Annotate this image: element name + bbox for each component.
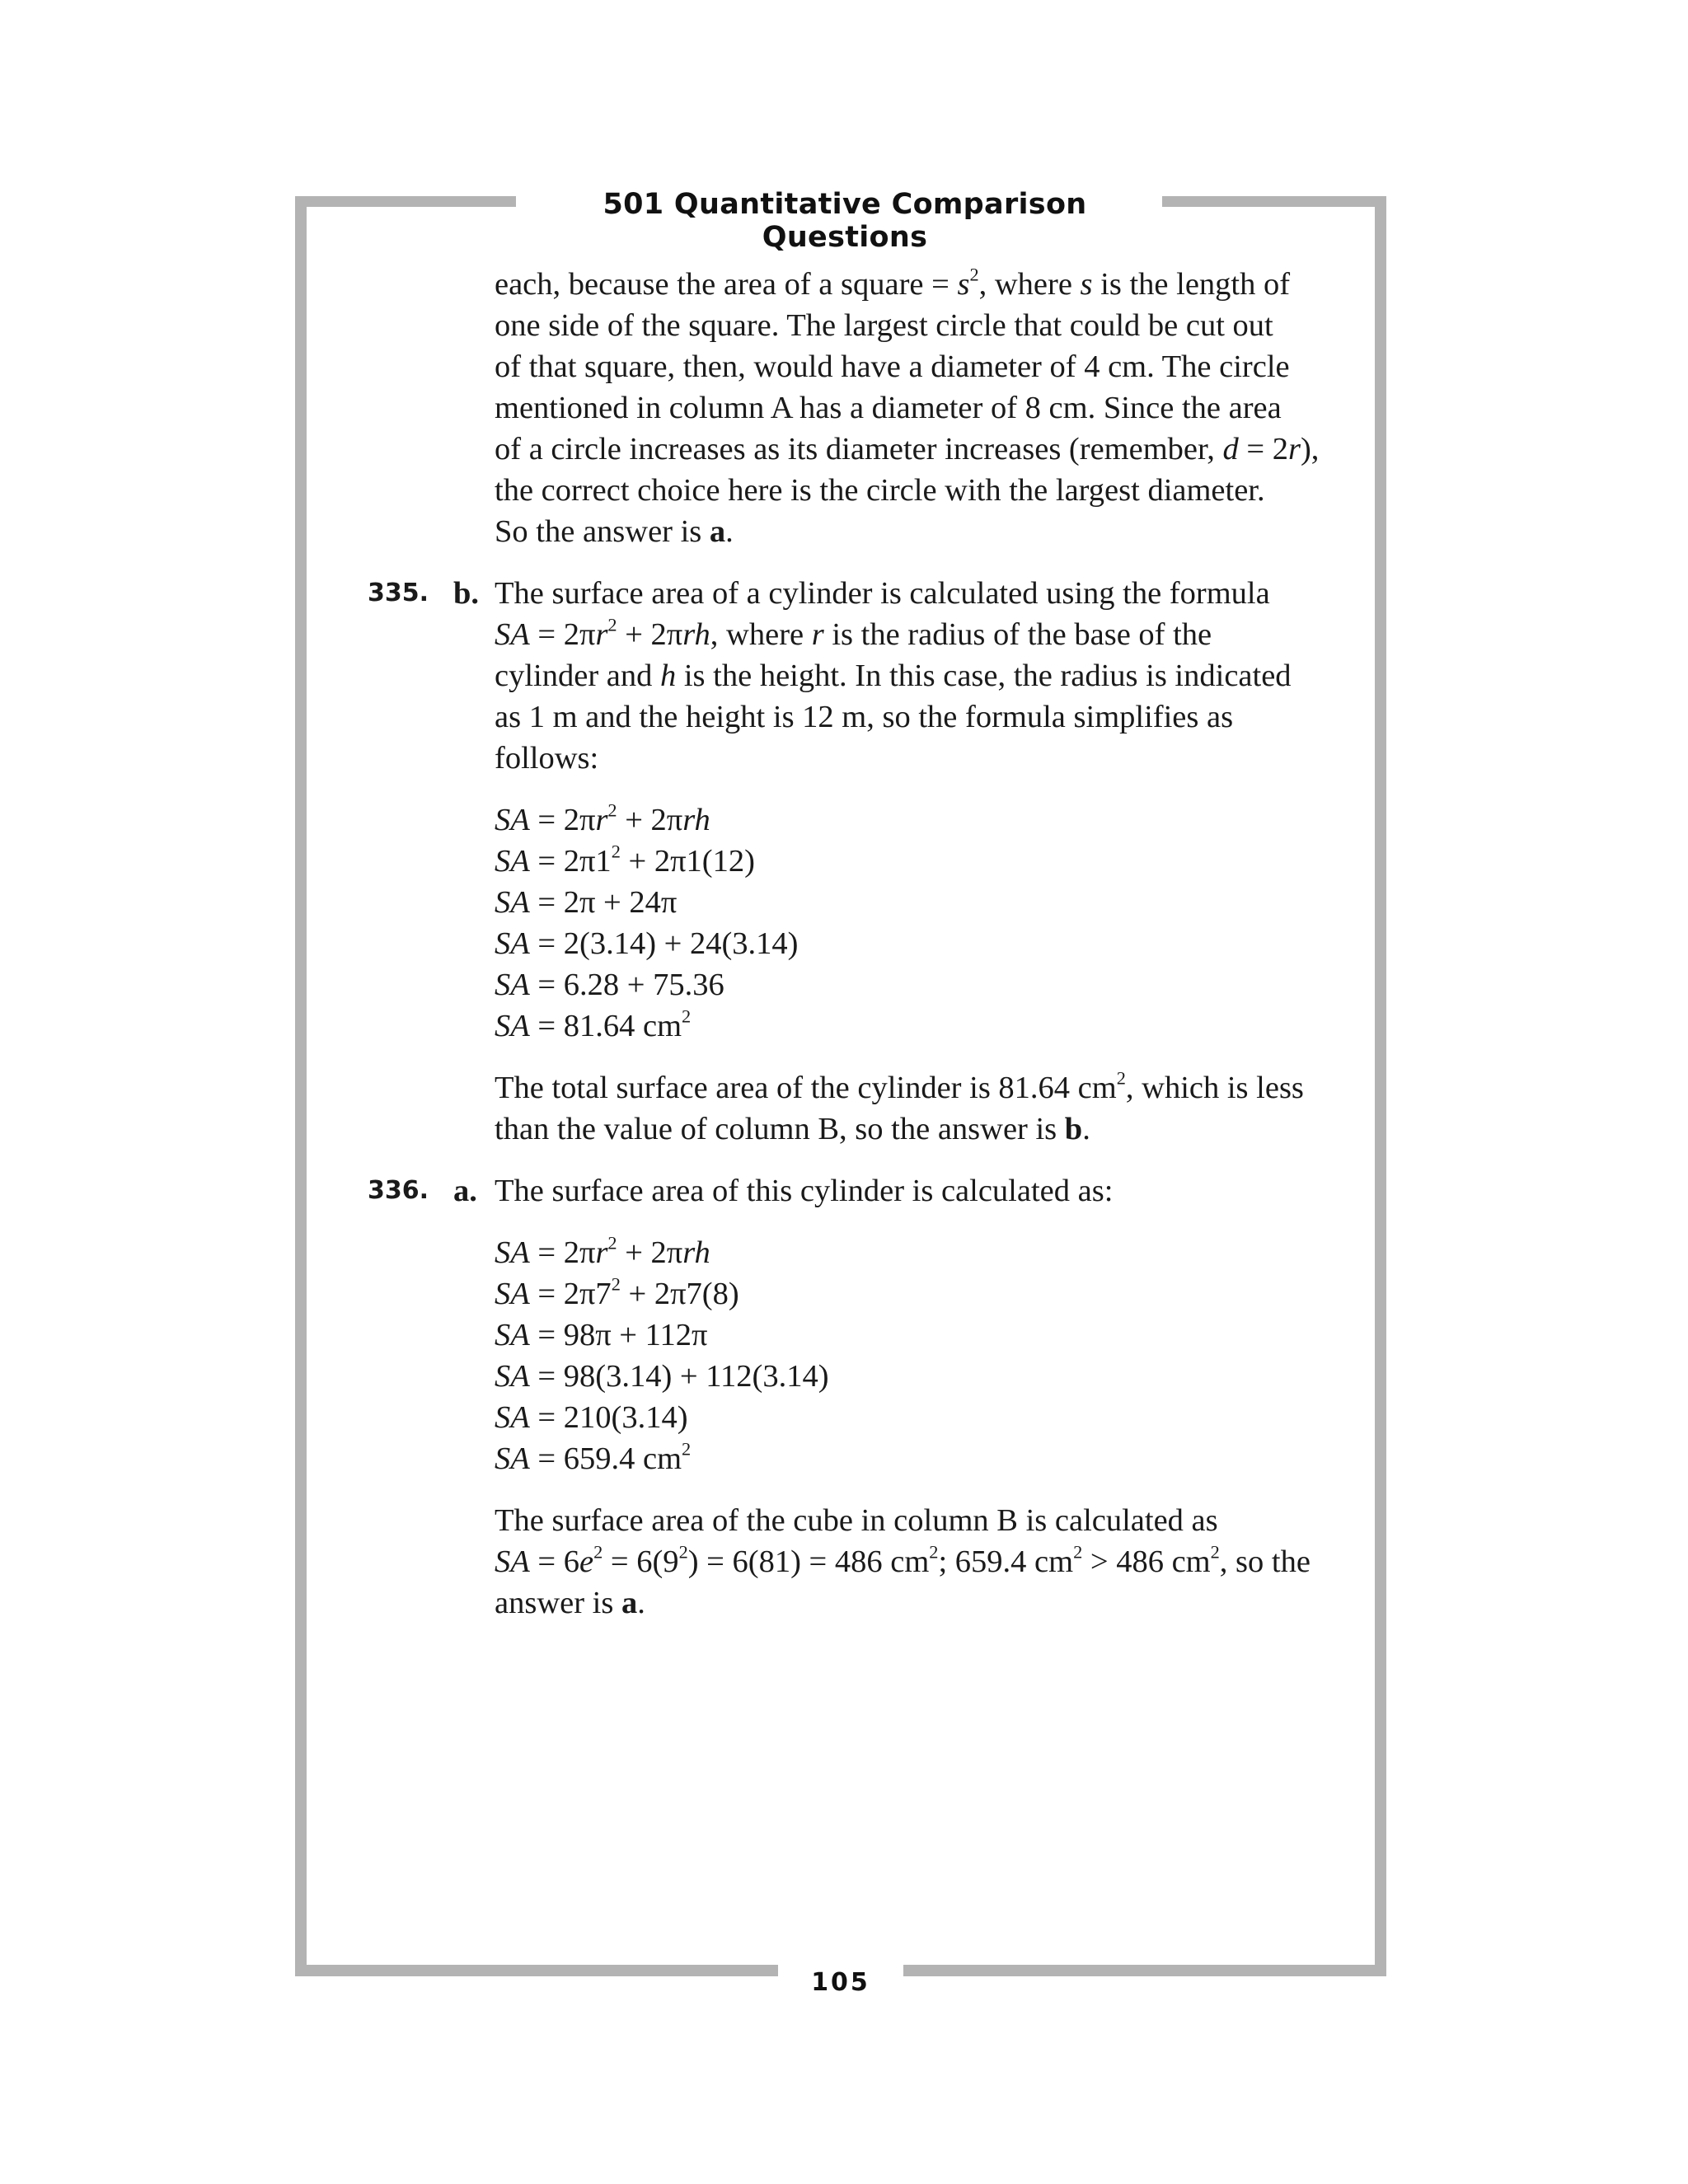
equation-line: SA = 98(3.14) + 112(3.14) xyxy=(495,1359,829,1394)
text-line: So the answer is a. xyxy=(495,514,734,549)
frame-right xyxy=(1375,196,1386,1976)
answer-letter: b xyxy=(1064,1112,1083,1146)
q335-conclusion xyxy=(495,1067,1352,1150)
text-line: The surface area of a cylinder is calculated using the formula xyxy=(495,576,1270,611)
running-header-title: 501 Quantitative Comparison Questions xyxy=(603,188,1087,254)
q336-conclusion xyxy=(495,1500,1352,1624)
frame-bottom-left xyxy=(295,1965,778,1976)
q335-explanation xyxy=(495,573,1352,779)
equation-line: SA = 98π + 112π xyxy=(495,1318,708,1352)
equation-line: SA = 210(3.14) xyxy=(495,1400,688,1435)
equation-line: SA = 2(3.14) + 24(3.14) xyxy=(495,926,799,961)
frame-top-right xyxy=(1162,196,1386,207)
text-line: as 1 m and the height is 12 m, so the formula simplifies as xyxy=(495,700,1234,734)
question-number: 335. xyxy=(368,579,429,607)
equation-line: SA = $2\pi r^2 + 2\pi rh$ xyxy=(495,799,710,837)
answer-letter: a xyxy=(621,1586,638,1620)
equation-line: SA = 81.64 $cm^2$ xyxy=(495,1005,692,1043)
equation-line: SA = 2π + 24π xyxy=(495,885,678,920)
text-line: answer is a. xyxy=(495,1586,645,1620)
equation-line: SA = $2\pi 7^2 + 2\pi 7(8)$ xyxy=(495,1273,739,1311)
text-line: than the value of column B, so the answer is b. xyxy=(495,1112,1090,1146)
question-number: 336. xyxy=(368,1176,429,1205)
equation-line: SA = 659.4 $cm^2$ xyxy=(495,1438,692,1476)
text-line: The surface area of this cylinder is calculated as: xyxy=(495,1174,1114,1208)
answer-choice: b. xyxy=(453,576,480,611)
text-line: the correct choice here is the circle with the largest diameter. xyxy=(495,473,1265,508)
q336-equation-block xyxy=(495,1232,829,1479)
frame-top-left xyxy=(295,196,516,207)
frame-left xyxy=(295,196,307,1976)
text-line: The surface area of the cube in column B is calculated as xyxy=(495,1503,1218,1538)
text-line: mentioned in column A has a diameter of 8 cm. Since the area xyxy=(495,391,1282,425)
answer-letter: a xyxy=(709,514,726,549)
text-line: one side of the square. The largest circle that could be cut out xyxy=(495,308,1273,343)
equation-line: SA = $2\pi 1^2 + 2\pi 1(12)$ xyxy=(495,841,755,879)
text-line: of a circle increases as its diameter increases (remember, d = 2r), xyxy=(495,432,1320,466)
equation-line: SA = 6.28 + 75.36 xyxy=(495,968,724,1002)
text-line: SA = $2\pi r^2 + 2\pi rh$, where r is the radius of the base of the xyxy=(495,614,1212,652)
equation-line: SA = $2\pi r^2 + 2\pi rh$ xyxy=(495,1232,710,1270)
text-line: follows: xyxy=(495,741,599,776)
answer-choice: a. xyxy=(453,1174,477,1208)
page-number: 105 xyxy=(811,1968,870,1997)
text-line: of that square, then, would have a diameter of 4 cm. The circle xyxy=(495,349,1290,384)
text-line: cylinder and h is the height. In this case, the radius is indicated xyxy=(495,658,1292,693)
text-line: each, because the area of a square = $s^2$, where s is the length of xyxy=(495,264,1291,302)
q336-explanation xyxy=(495,1170,1352,1212)
text-line: The total surface area of the cylinder is 81.64 $cm^2$, which is less xyxy=(495,1067,1304,1105)
frame-bottom-right xyxy=(903,1965,1386,1976)
text-line: SA = $6e^2 = 6(9^2) = 6(81) = 486$ $cm^2$; 659.4 $cm^2 > 486$ $cm^2$, so the xyxy=(495,1541,1311,1579)
continuation-paragraph xyxy=(495,264,1352,552)
q335-equation-block xyxy=(495,799,799,1047)
